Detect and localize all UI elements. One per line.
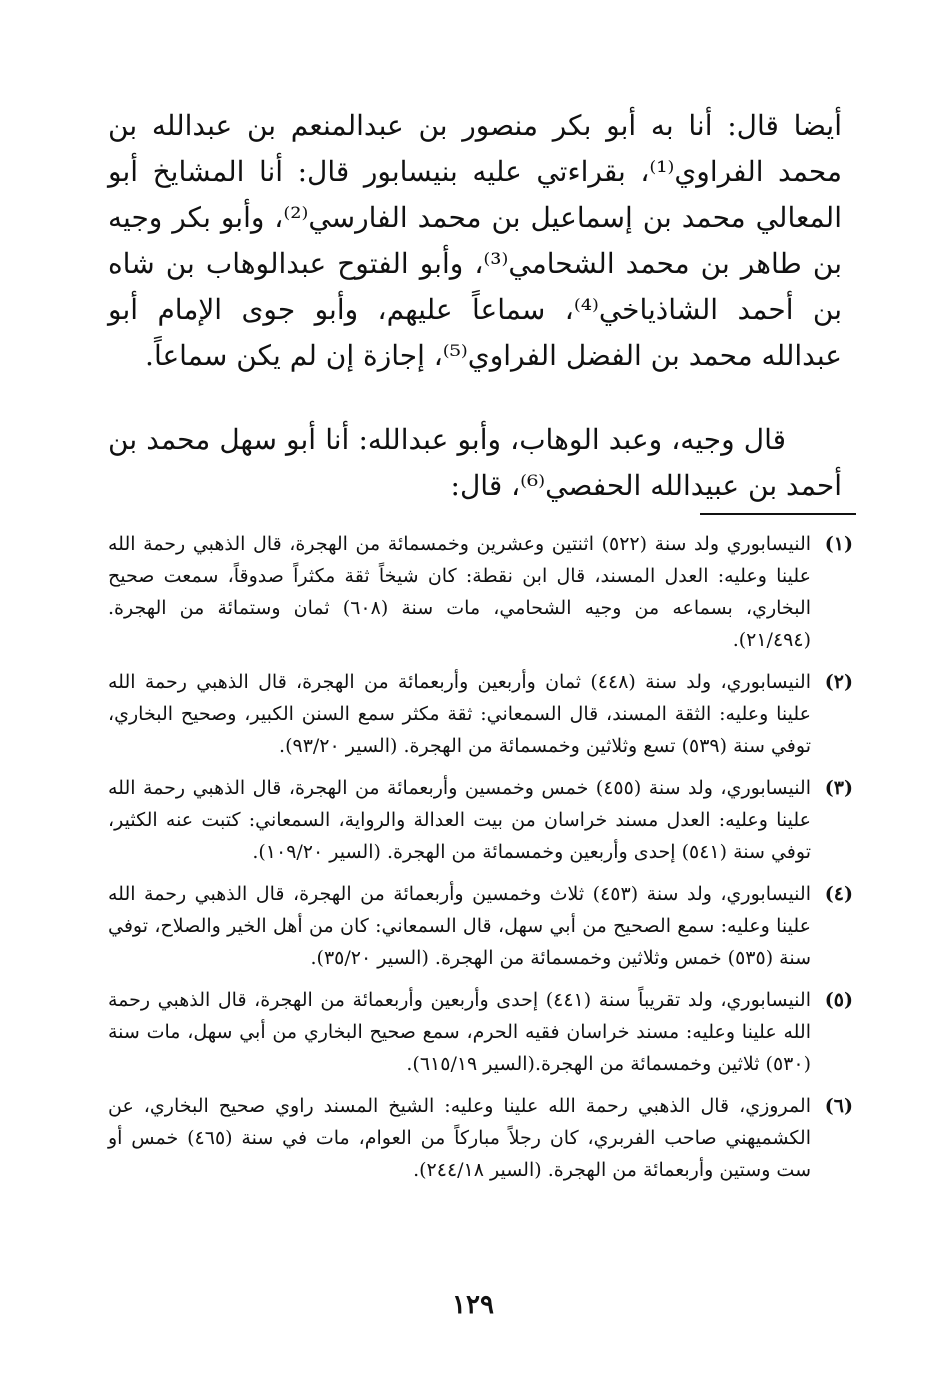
footnote-3: [108, 772, 853, 868]
footnote-text: النيسابوري، ولد تقريباً سنة (٤٤١) إحدى وأربعين وأربعمائة من الهجرة، قال الذهبي رحمة الله علينا وعليه: مسند خراسان فقيه الحرم، سمع صحيح البخاري من أبي سهل، مات سنة (٥٣٠) ثلاثين وخمسمائة من الهجرة.(السير ٦١٥/١٩).: [108, 989, 811, 1075]
paragraph-1: أيضا قال: أنا به أبو بكر منصور بن عبدالمنعم بن عبدالله بن محمد الفراوي⁽¹⁾، بقراءتي عليه بنيسابور قال: أنا المشايخ أبو المعالي محمد بن إسماعيل بن محمد الفارسي⁽²⁾، وأبو بكر وجيه بن طاهر بن محمد الشحامي⁽³⁾، وأبو الفتوح عبدالوهاب بن شاه بن أحمد الشاذياخي⁽⁴⁾، سماعاً عليهم، وأبو جوى الإمام أبو عبدالله محمد بن الفضل الفراوي⁽⁵⁾، إجازة إن لم يكن سماعاً.: [108, 109, 843, 372]
footnote-4: [108, 878, 853, 974]
footnote-text: النيسابوري، ولد سنة (٤٥٣) ثلاث وخمسين وأربعمائة من الهجرة، قال الذهبي رحمة الله علينا وعليه: سمع الصحيح من أبي سهل، قال السمعاني: كان من أهل الخير والصلاح، توفي سنة (٥٣٥) خمس وثلاثين وخمسمائة من الهجرة. (السير ٣٥/٢٠).: [108, 883, 811, 969]
footnote-number: (٣): [824, 777, 853, 799]
footnote-2: [108, 666, 853, 762]
footnote-text: النيسابوري، ولد سنة (٤٤٨) ثمان وأربعين وأربعمائة من الهجرة، قال الذهبي رحمة الله علينا وعليه: الثقة المسند، قال السمعاني: ثقة مكثر سمع السنن الكبير، وصحيح البخاري، توفي سنة (٥٣٩) تسع وثلاثين وخمسمائة من الهجرة. (السير ٩٣/٢٠).: [108, 671, 812, 757]
footnote-text: المروزي، قال الذهبي رحمة الله علينا وعليه: الشيخ المسند راوي صحيح البخاري، عن الكشميهني صاحب الفربري، كان رجلاً مباركاً من العوام، مات في سنة (٤٦٥) خمس أو ست وستين وأربعمائة من الهجرة. (السير ٢٤٤/١٨).: [108, 1095, 811, 1181]
footnote-separator: [700, 513, 856, 515]
page-number: ١٢٩: [452, 1290, 494, 1320]
footnotes: [108, 528, 853, 1196]
footnote-text: النيسابوري ولد سنة (٥٢٢) اثنتين وعشرين وخمسمائة من الهجرة، قال الذهبي رحمة الله علينا وعليه: العدل المسند، قال ابن نقطة: كان شيخاً ثقة مكثراً صدوقاً، سمعت صحيح البخاري، بسماعه من وجيه الشحامي، مات سنة (٦٠٨) ثمان وستمائة من الهجرة. (٢١/٤٩٤).: [108, 533, 812, 651]
main-text: [108, 103, 842, 509]
footnote-6: [108, 1090, 853, 1186]
footnote-number: (٢): [824, 671, 853, 693]
footnote-number: (٥): [824, 989, 853, 1011]
paragraph-2: قال وجيه، وعبد الوهاب، وأبو عبدالله: أنا أبو سهل محمد بن أحمد بن عبيدالله الحفصي⁽⁶⁾، قال:: [108, 423, 842, 502]
footnote-1: [108, 528, 853, 656]
footnote-text: النيسابوري، ولد سنة (٤٥٥) خمس وخمسين وأربعمائة من الهجرة، قال الذهبي رحمة الله علينا وعليه: العدل مسند خراسان من بيت العدالة والرواية، السمعاني: كتبت عنه الكثير، توفي سنة (٥٤١) إحدى وأربعين وخمسمائة من الهجرة. (السير ١٠٩/٢٠).: [108, 777, 811, 863]
footnote-number: (٦): [824, 1095, 853, 1117]
footnote-number: (١): [824, 533, 853, 555]
footnote-5: [108, 984, 853, 1080]
footnote-number: (٤): [824, 883, 853, 905]
